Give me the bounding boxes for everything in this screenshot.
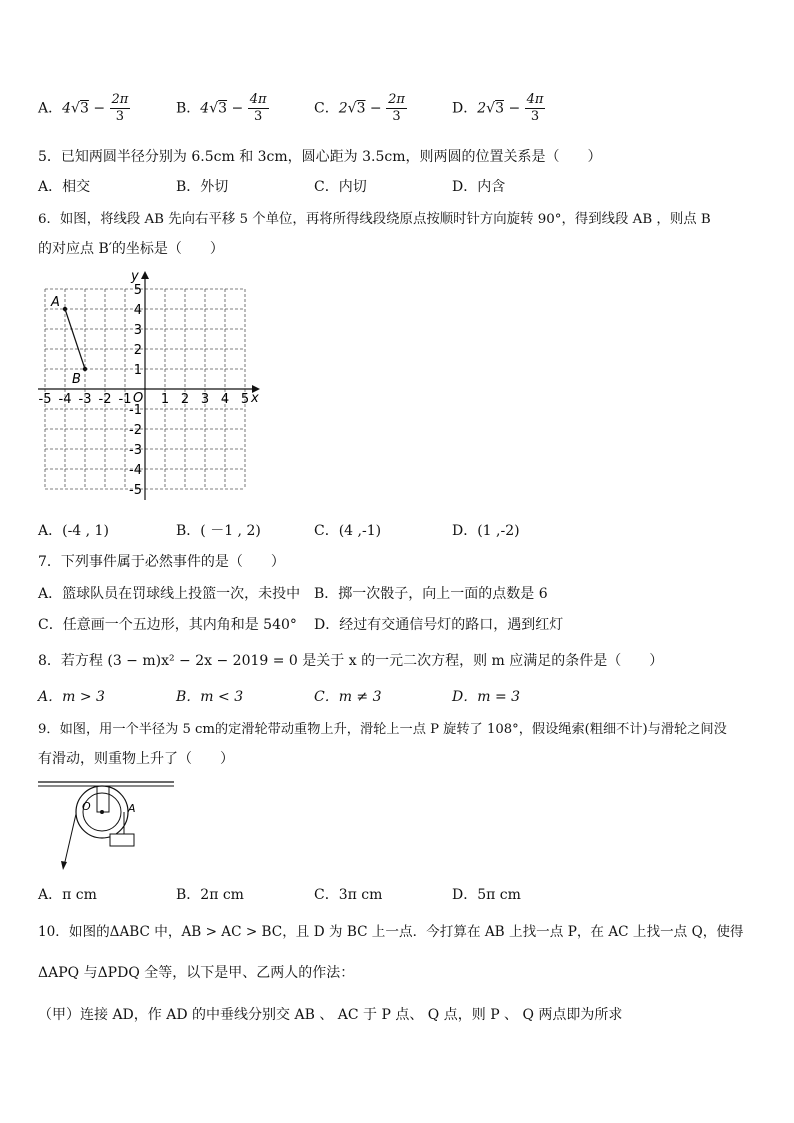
q6-stem-line2: 的对应点 B′的坐标是（ ）: [38, 241, 224, 257]
y-axis-label: y: [131, 269, 139, 284]
y-tick-label: 5: [133, 283, 142, 298]
q8-option-c: C．m ≠ 3: [314, 689, 382, 705]
pulley-label-o: O: [82, 800, 91, 813]
x-tick-label: -3: [78, 392, 92, 407]
x-tick-label: -2: [98, 392, 112, 407]
origin-label: O: [133, 391, 144, 406]
q5-stem: 5．已知两圆半径分别为 6.5cm 和 3cm，圆心距为 3.5cm，则两圆的位置关系是（ ）: [38, 149, 602, 165]
q8-option-b: B．m < 3: [176, 689, 244, 705]
q10-stem-line3: （甲）连接 AD，作 AD 的中垂线分别交 AB 、 AC 于 P 点、 Q 点，则 P 、 Q 两点即为所求: [38, 1007, 623, 1023]
q6-stem-line1: 6．如图，将线段 AB 先向右平移 5 个单位，再将所得线段绕原点按顺时针方向旋转 90°，得到线段 AB ，则点 B: [38, 212, 711, 227]
pulley-figure: [36, 778, 186, 873]
point-b-label: B: [72, 372, 81, 387]
q4-option-c: C．2√3 − $\frac{2\pi}{3}$: [314, 92, 405, 124]
x-tick-label: 3: [200, 392, 210, 407]
q8-option-d: D．m = 3: [452, 689, 521, 705]
q5-option-b: B．外切: [176, 179, 229, 195]
segment-ab: [65, 309, 85, 369]
y-tick-label: -5: [129, 483, 142, 498]
weight-block: [110, 834, 134, 846]
q6-option-d: D．(1 ,-2): [452, 523, 520, 539]
y-tick-label: -3: [129, 443, 142, 458]
y-tick-label: -2: [129, 423, 142, 438]
pulley-axle: [100, 810, 104, 814]
x-tick-label: -4: [58, 392, 72, 407]
point-b: [83, 367, 87, 371]
q6-option-c: C．(4 ,-1): [314, 523, 382, 539]
q5-option-c: C．内切: [314, 179, 367, 195]
y-tick-label: 3: [133, 323, 142, 338]
y-tick-label: -4: [129, 463, 142, 478]
q10-stem-line1: 10．如图的ΔABC 中，AB > AC > BC，且 D 为 BC 上一点．今打算在 AB 上找一点 P，在 AC 上找一点 Q，使得: [38, 924, 744, 940]
point-a: [63, 307, 67, 311]
rope-pull-arrow: [61, 861, 67, 870]
x-tick-label: 1: [160, 392, 170, 407]
coordinate-grid-figure: [30, 268, 270, 503]
q4-option-a: A．4√3 − $\frac{2\pi}{3}$: [38, 92, 129, 124]
q8-option-a: A．m > 3: [38, 689, 105, 705]
q6-option-b: B．( －1 , 2): [176, 523, 261, 539]
q7-stem: 7．下列事件属于必然事件的是（ ）: [38, 554, 285, 570]
q6-option-a: A．(-4 , 1): [38, 523, 109, 539]
q4-option-d: D．2√3 − $\frac{4\pi}{3}$: [452, 92, 544, 124]
q5-option-d: D．内含: [452, 179, 506, 195]
q7-option-b: B．掷一次骰子，向上一面的点数是 6: [314, 586, 548, 602]
q10-stem-line2: ΔAPQ 与ΔPDQ 全等，以下是甲、乙两人的作法：: [38, 965, 355, 981]
q7-option-c: C．任意画一个五边形，其内角和是 540°: [38, 617, 297, 633]
q9-option-a: A．π cm: [38, 887, 97, 903]
x-tick-label: 4: [220, 392, 230, 407]
y-tick-label: -1: [129, 403, 142, 418]
x-tick-label: -1: [118, 392, 132, 407]
x-tick-labels: [39, 392, 250, 407]
y-axis-arrow: [141, 271, 149, 279]
q9-option-b: B．2π cm: [176, 887, 244, 903]
q4-option-b: B．4√3 − $\frac{4\pi}{3}$: [176, 92, 267, 124]
x-tick-label: -5: [38, 392, 52, 407]
x-tick-label: 5: [240, 392, 250, 407]
y-tick-label: 1: [133, 363, 142, 378]
q9-stem-line2: 有滑动，则重物上升了（ ）: [38, 751, 234, 767]
q9-option-c: C．3π cm: [314, 887, 383, 903]
q7-option-a: A．篮球队员在罚球线上投篮一次，未投中: [38, 586, 301, 602]
pulley-bracket: [97, 786, 109, 812]
x-tick-label: 2: [180, 392, 190, 407]
q7-option-d: D．经过有交通信号灯的路口，遇到红灯: [314, 617, 564, 633]
x-axis-label: x: [251, 391, 259, 406]
y-tick-label: 2: [133, 343, 142, 358]
point-a-label: A: [51, 295, 60, 310]
q9-option-d: D．5π cm: [452, 887, 521, 903]
y-tick-label: 4: [133, 303, 142, 318]
q8-stem: 8．若方程 (3 − m)x² − 2x − 2019 = 0 是关于 x 的一元二次方程，则 m 应满足的条件是（ ）: [38, 653, 664, 669]
q9-stem-line1: 9．如图，用一个半径为 5 cm的定滑轮带动重物上升，滑轮上一点 P 旋转了 108°，假设绳索(粗细不计)与滑轮之间没: [38, 722, 727, 737]
q5-option-a: A．相交: [38, 179, 91, 195]
rope-label-a: A: [128, 802, 136, 815]
rope-pulled: [64, 814, 76, 866]
